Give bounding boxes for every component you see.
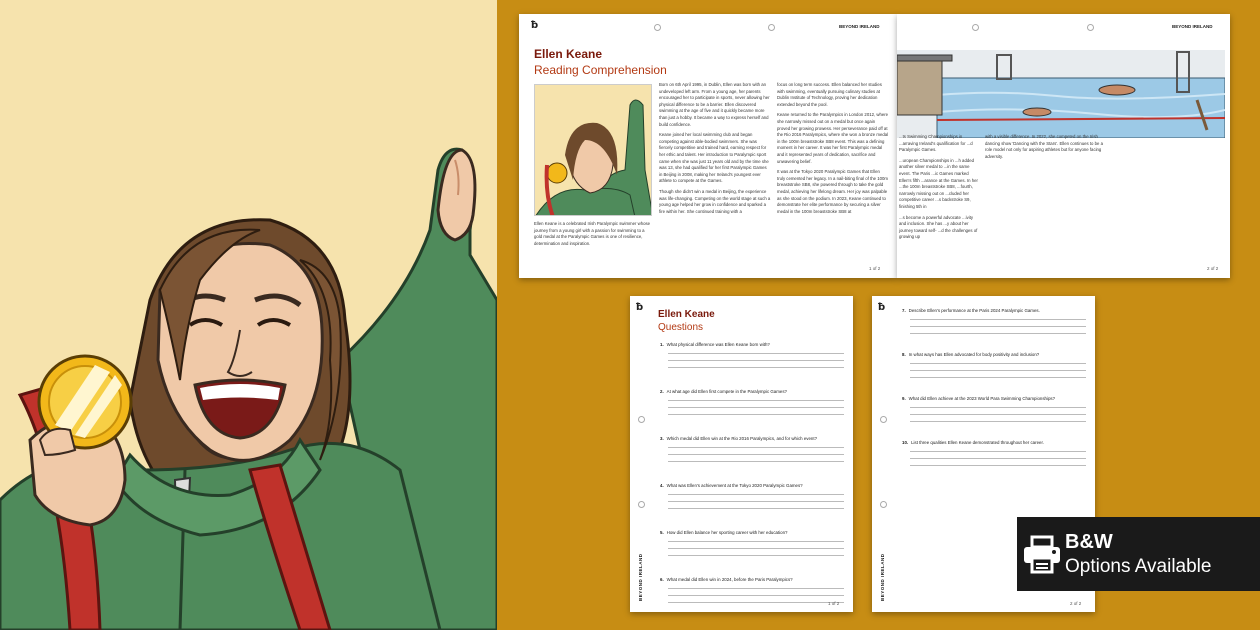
pool-illustration [897, 50, 1225, 138]
answer-line[interactable] [910, 407, 1086, 408]
brand-label: BEYOND IRELAND [839, 24, 880, 29]
answer-line[interactable] [668, 447, 844, 448]
question-text: What did Ellen achieve at the 2023 World Para Swimming Championships? [908, 396, 1056, 401]
page-title: Ellen Keane [534, 47, 603, 61]
answer-line[interactable] [910, 421, 1086, 422]
paragraph: ...ts Swimming Championships in ...arraving Ireland's qualification for ...d Paralympic Games. [899, 134, 973, 153]
question-item: 3. Which medal did Ellen win at the Rio 2016 Paralympics, and for which event? [660, 436, 844, 479]
side-brand-label: BEYOND IRELAND [880, 553, 885, 601]
printer-icon [1022, 534, 1062, 574]
punch-hole [880, 416, 887, 423]
question-text: List three qualities Ellen Keane demonstrated throughout her career. [911, 440, 1044, 445]
reading-sheet-page-1 [519, 14, 897, 278]
page-subtitle: Questions [658, 322, 704, 333]
question-list [902, 308, 1086, 484]
question-list [660, 342, 844, 612]
question-text: What was Ellen's achievement at the Tokyo 2020 Paralympic Games? [666, 483, 803, 488]
article-column-1 [899, 134, 979, 241]
answer-line[interactable] [668, 494, 844, 495]
answer-line[interactable] [910, 370, 1086, 371]
reading-sheet-page-2 [897, 14, 1230, 278]
question-item: 2. At what age did Ellen first compete in the Paralympic Games? [660, 389, 844, 432]
answer-line[interactable] [668, 461, 844, 462]
answer-line[interactable] [910, 377, 1086, 378]
badge-subtitle: Options Available [1065, 556, 1212, 577]
paragraph: Though she didn't win a medal in Beijing, the experience was life-changing. Competing on the world stage at such a young age helped her grow in confidence and sparked a fire within her. She continued training with a [659, 188, 771, 214]
answer-line[interactable] [668, 367, 844, 368]
paragraph: ...s become a powerful advocate ...ivity and inclusion. She has ...y about her journey toward self- ...d the challenges of growing up [899, 214, 978, 240]
questions-sheet-page-1 [630, 296, 853, 612]
portrait-thumbnail [534, 84, 652, 216]
brand-logo-icon: ƀ [531, 20, 539, 31]
question-item: 1. What physical difference was Ellen Keane born with? [660, 342, 844, 385]
answer-line[interactable] [910, 363, 1086, 364]
question-text: At what age did Ellen first compete in the Paralympic Games? [666, 389, 787, 394]
answer-line[interactable] [668, 454, 844, 455]
punch-hole [768, 24, 775, 31]
answer-line[interactable] [910, 326, 1086, 327]
paragraph: ...uropean Championships in ...h added another silver medal to ...in the same event. The Paris ...ic Games marked Ellen's fifth ...arance at the Games. In her ...the 100m breaststroke SB8, ...fourth, narrowly missing out on ...cluded her competitive career ...s backstroke S9, finishing 5th in [899, 157, 978, 209]
bw-options-badge [1017, 517, 1260, 591]
question-text: What medal did Ellen win in 2024, before the Paris Paralympics? [666, 577, 793, 582]
ellen-keane-illustration [0, 0, 497, 630]
portrait-caption: Ellen Keane is a celebrated Irish Paralympic swimmer whose journey from a young girl with a passion for swimming to a gold medal at the Paralympic Games is one of resilience, determination and inspiration. [534, 221, 651, 246]
paragraph: It was at the Tokyo 2020 Paralympic Games that Ellen truly cemented her legacy. In a nail-biting final of the 100m breaststroke SB8, she powered through to take the gold medal, achieving her lifelong dream. Her joy was palpable as she stood on the podium. In 2023, Keane continued to demonstrate her elite performance by securing a silver medal in the 100m breaststroke SB8 at [777, 169, 888, 214]
page-number: 1 of 2 [828, 601, 840, 606]
question-text: Describe Ellen's performance at the Paris 2024 Paralympic Games. [908, 308, 1040, 313]
answer-line[interactable] [668, 588, 844, 589]
paragraph: Born on 6th April 1995, in Dublin, Ellen was born with an undeveloped left arm. From a young age, her parents encouraged her to participate in sports, never allowing her physical difference to be a barrier. Ellen discovered swimming at the age of five and it quickly became more than just a hobby. It became a way to express herself and build confidence. [659, 82, 770, 127]
article-column-2 [985, 134, 1103, 160]
side-brand-label: BEYOND IRELAND [638, 553, 643, 601]
brand-logo-icon: ƀ [636, 302, 644, 313]
page-number: 2 of 2 [1207, 266, 1219, 271]
punch-hole [1087, 24, 1094, 31]
page-number: 1 of 2 [869, 266, 881, 271]
question-text: What physical difference was Ellen Keane born with? [666, 342, 770, 347]
paragraph: with a visible difference. In 2022, she competed on the Irish dancing show 'Dancing with the Stars'. Ellen continues to be a role model not only for aspiring athletes but for anyone facing adversity. [985, 134, 1103, 159]
question-text: How did Ellen balance her sporting career with her education? [666, 530, 788, 535]
punch-hole [638, 501, 645, 508]
hero-illustration-panel [0, 0, 497, 630]
question-item: 7. Describe Ellen's performance at the Paris 2024 Paralympic Games. [902, 308, 1086, 348]
answer-line[interactable] [668, 353, 844, 354]
paragraph: Keane joined her local swimming club and began competing against able-bodied swimmers. She was fiercely competitive and trained hard, earning respect for her ethic and talent. Her introduction to Paralympic sport came when she was just 11 years old and by the time she was 13, she had qualified for her first Paralympic Games in Beijing in 2008, making her Ireland's youngest ever athlete to compete at the Games. [659, 132, 769, 184]
answer-line[interactable] [668, 602, 844, 603]
brand-label: BEYOND IRELAND [1172, 24, 1213, 29]
answer-line[interactable] [668, 407, 844, 408]
brand-logo-icon: ƀ [878, 302, 886, 313]
answer-line[interactable] [910, 451, 1086, 452]
answer-line[interactable] [668, 541, 844, 542]
article-column-2 [777, 82, 889, 215]
paragraph: focus on long term success. Ellen balanced her studies with swimming, eventually pursuing culinary studies at Dublin Institute of Technology, proving her dedication extended beyond the pool. [777, 82, 882, 107]
answer-line[interactable] [668, 555, 844, 556]
page-number: 2 of 2 [1070, 601, 1082, 606]
answer-line[interactable] [910, 333, 1086, 334]
badge-title: B&W [1065, 531, 1113, 553]
question-item: 5. How did Ellen balance her sporting career with her education? [660, 530, 844, 573]
answer-line[interactable] [910, 458, 1086, 459]
page-subtitle: Reading Comprehension [534, 63, 667, 77]
answer-line[interactable] [668, 595, 844, 596]
page-title: Ellen Keane [658, 309, 715, 320]
question-text: In what ways has Ellen advocated for body positivity and inclusion? [908, 352, 1040, 357]
punch-hole [880, 501, 887, 508]
answer-line[interactable] [668, 360, 844, 361]
question-item: 6. What medal did Ellen win in 2024, before the Paris Paralympics? [660, 577, 844, 612]
question-text: Which medal did Ellen win at the Rio 2016 Paralympics, and for which event? [666, 436, 818, 441]
answer-line[interactable] [910, 414, 1086, 415]
answer-line[interactable] [668, 400, 844, 401]
answer-line[interactable] [910, 319, 1086, 320]
answer-line[interactable] [668, 501, 844, 502]
punch-hole [972, 24, 979, 31]
question-item: 4. What was Ellen's achievement at the Tokyo 2020 Paralympic Games? [660, 483, 844, 526]
punch-hole [638, 416, 645, 423]
answer-line[interactable] [910, 465, 1086, 466]
article-column-1 [659, 82, 771, 215]
punch-hole [654, 24, 661, 31]
answer-line[interactable] [668, 548, 844, 549]
question-item: 10. List three qualities Ellen Keane demonstrated throughout her career. [902, 440, 1086, 480]
question-item: 8. In what ways has Ellen advocated for body positivity and inclusion? [902, 352, 1086, 392]
question-item: 9. What did Ellen achieve at the 2023 World Para Swimming Championships? [902, 396, 1086, 436]
answer-line[interactable] [668, 414, 844, 415]
answer-line[interactable] [668, 508, 844, 509]
paragraph: Keane returned to the Paralympics in London 2012, where she narrowly missed out on a medal but once again proved her growing prowess. Her perseverance paid off at the Rio 2016 Paralympics, where she won a bronze medal in the 100m breaststroke SB8 event. This was a defining moment in her career. It was her first Paralympic medal and it represented years of dedication, sacrifice and unwavering belief. [777, 112, 889, 164]
